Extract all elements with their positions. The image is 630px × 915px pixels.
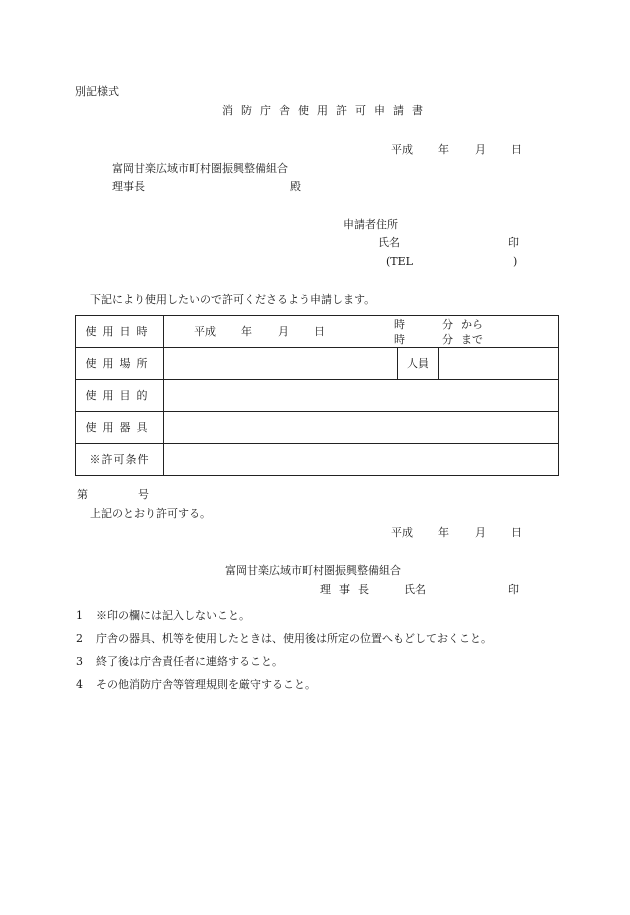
- applicant-address-label: 申請者住所: [343, 218, 398, 231]
- permit-number-prefix: 第: [77, 488, 88, 501]
- note-item-2: [76, 633, 492, 644]
- note-item-1: [76, 610, 250, 621]
- applicant-name-label: 氏名: [378, 236, 400, 249]
- note-item-3: [76, 656, 283, 667]
- usage-datetime-field[interactable]: [164, 316, 559, 348]
- note-item-4: [76, 679, 316, 690]
- note-text: ※印の欄には記入しないこと。: [96, 609, 250, 622]
- note-number: 1: [76, 609, 83, 622]
- usage-date-era: 平成: [194, 325, 216, 338]
- date-year: 年: [438, 143, 449, 156]
- form-number: 別記様式: [75, 85, 119, 98]
- people-field[interactable]: [439, 348, 559, 380]
- permit-date-day: 日: [511, 526, 522, 539]
- usage-purpose-label: 使用目的: [76, 380, 164, 412]
- permit-conditions-label: ※許可条件: [76, 444, 164, 476]
- permit-date-month: 月: [475, 526, 486, 539]
- note-number: 2: [76, 632, 83, 645]
- people-label: 人員: [398, 348, 439, 380]
- applicant-tel-open: (TEL: [386, 255, 413, 268]
- permit-organization: 富岡甘楽広域市町村圏振興整備組合: [225, 564, 401, 577]
- row-usage-place: [76, 348, 559, 380]
- permit-name-label: 氏名: [404, 583, 426, 596]
- usage-equipment-label: 使用器具: [76, 412, 164, 444]
- permit-number-suffix: 号: [138, 488, 149, 501]
- row-usage-datetime: [76, 316, 559, 348]
- usage-purpose-field[interactable]: [164, 380, 559, 412]
- addressee-honorific: 殿: [290, 180, 301, 193]
- note-text: 終了後は庁舎責任者に連絡すること。: [96, 655, 283, 668]
- note-number: 4: [76, 678, 83, 691]
- start-minute-label: 分: [442, 318, 453, 331]
- until-label: まで: [461, 333, 483, 346]
- note-number: 3: [76, 655, 83, 668]
- end-minute-label: 分: [442, 333, 453, 346]
- usage-date-year: 年: [241, 325, 252, 338]
- end-hour-label: 時: [394, 333, 405, 346]
- row-permit-conditions: [76, 444, 559, 476]
- usage-place-label: 使用場所: [76, 348, 164, 380]
- request-text: 下記により使用したいので許可くださるよう申請します。: [90, 293, 376, 306]
- usage-datetime-label: 使用日時: [76, 316, 164, 348]
- date-day: 日: [511, 143, 522, 156]
- note-text: その他消防庁舎等管理規則を厳守すること。: [96, 678, 316, 691]
- usage-date-month: 月: [278, 325, 289, 338]
- applicant-tel-close: ): [513, 255, 518, 268]
- addressee-organization: 富岡甘楽広域市町村圏振興整備組合: [112, 162, 288, 175]
- row-usage-purpose: [76, 380, 559, 412]
- application-table: [75, 315, 559, 476]
- date-month: 月: [475, 143, 486, 156]
- document-title: 消防庁舎使用許可申請書: [222, 104, 431, 117]
- permit-date-era: 平成: [391, 526, 413, 539]
- permit-conditions-field[interactable]: [164, 444, 559, 476]
- permit-seal: 印: [508, 583, 519, 596]
- usage-date-day: 日: [314, 325, 325, 338]
- permit-date-year: 年: [438, 526, 449, 539]
- addressee-title: 理事長: [112, 180, 145, 193]
- permit-statement: 上記のとおり許可する。: [90, 507, 211, 520]
- applicant-seal: 印: [508, 236, 519, 249]
- row-usage-equipment: [76, 412, 559, 444]
- usage-place-field[interactable]: [164, 348, 398, 380]
- note-text: 庁舎の器具、机等を使用したときは、使用後は所定の位置へもどしておくこと。: [96, 632, 492, 645]
- date-era: 平成: [391, 143, 413, 156]
- start-hour-label: 時: [394, 318, 405, 331]
- from-label: から: [461, 318, 483, 331]
- permit-chair-title: 理事長: [320, 583, 377, 596]
- usage-equipment-field[interactable]: [164, 412, 559, 444]
